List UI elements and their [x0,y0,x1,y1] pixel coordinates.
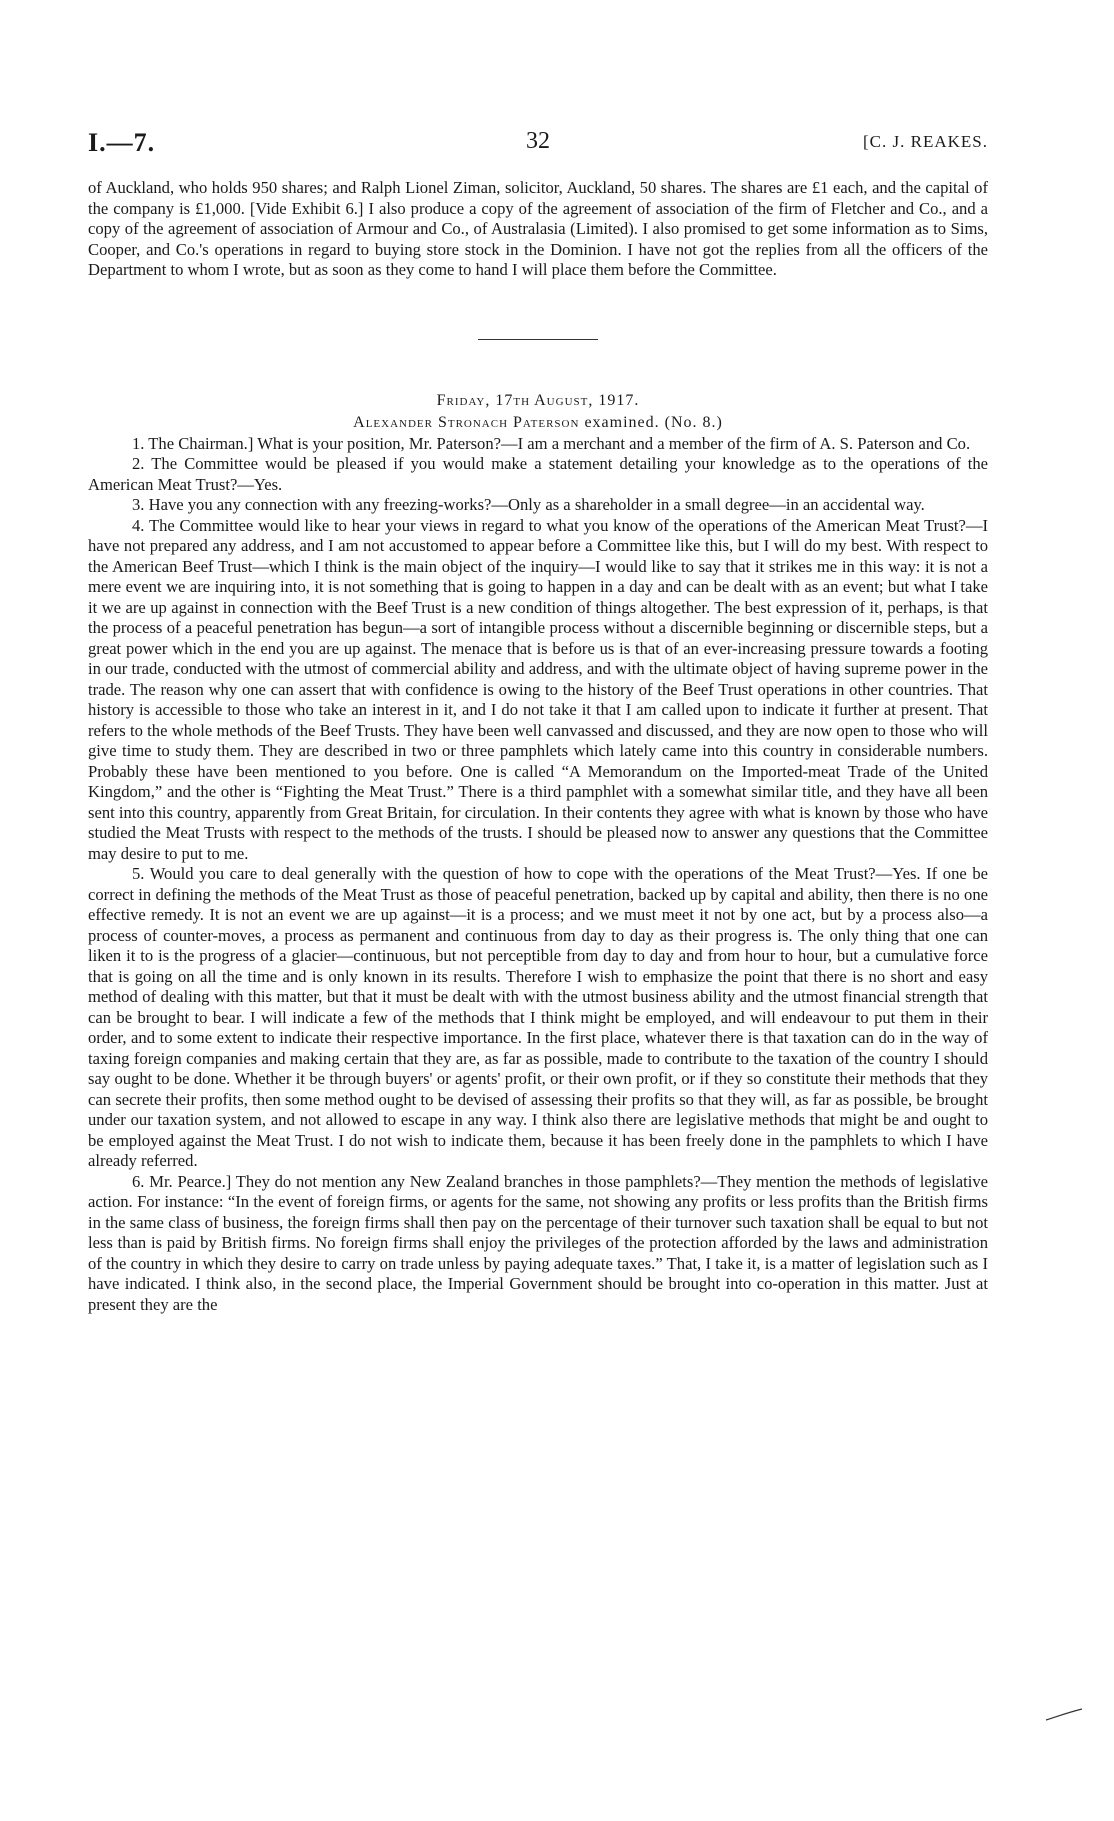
document-page [88,128,988,1315]
question-3: 3. Have you any connection with any freezing-works?—Only as a shareholder in a small degree—in an accidental way. [132,495,925,514]
witness-name: Alexander Stronach Paterson [353,413,580,431]
page-header [88,128,988,164]
question-5: 5. Would you care to deal generally with the question of how to cope with the operations of the Meat Trust?—Yes. If one be correct in defining the methods of the Meat Trust as those of peaceful penetration, backed up by capital and ability, then there is no one effective remedy. It is not an event we are up against—it is a process; and we must meet it not by one act, but by a process also—a process of counter-moves, a process as permanent and continuous from day to day as their progress is. The only thing that one can liken it to is the progress of a glacier—continuous, but not perceptible from day to day and from hour to hour, but a cumulative force that is going on all the time and is only known in its results. Therefore I wish to emphasize the point that there is no short and easy method of dealing with this matter, but that it must be dealt with with the utmost business ability and the utmost financial strength that can be brought to bear. I will indicate a few of the methods that I think might be employed, and will endeavour to put them in their order, and to some extent to indicate their respective importance. In the first place, whatever there is that taxation can do in the way of taxing foreign companies and making certain that they are, as far as possible, made to contribute to the taxation of the country I should say ought to be done. Whether it be through buyers' or agents' profit, or their own profit, or if they so constitute their methods that they can secrete their profits, then some method ought to be devised of assessing their profits so that they will, as far as possible, be brought under our taxation system, and not allowed to escape in any way. I think also there are legislative methods that might be and ought to be employed against the Meat Trust. I do not wish to indicate them, because it has been freely done in the pamphlets to which I have already referred. [88,864,988,1170]
question-1: 1. The Chairman.] What is your position, Mr. Paterson?—I am a merchant and a member of the firm of A. S. Paterson and Co. [132,433,971,453]
witness-heading [88,412,988,434]
question-4: 4. The Committee would like to hear your views in regard to what you know of the operations of the American Meat Trust?—I have not prepared any address, and I am not accustomed to appear before a Committee like this, but I will do my best. With respect to the American Beef Trust—which I think is the main object of the inquiry—I would like to say that it strikes me in this way: it is not a mere event we are inquiring into, it is not something that is going to happen in a day and can be dealt with as an event; but what I take it we are up against in connection with the Beef Trust is a new condition of things altogether. The best expression of it, perhaps, is that the process of a peaceful penetration has begun—a sort of intangible process without a discernible beginning or discernible steps, but a great power which in the end you are up against. The menace that is before us is that of an ever-increasing pressure towards a footing in our trade, conducted with the utmost of commercial ability and address, and with the ultimate object of having supreme power in the trade. The reason why one can assert that with confidence is owing to the history of the Beef Trust operations in other countries. That history is accessible to those who take an interest in it, and I do not take it that I am called upon to indicate it further at present. That refers to the whole methods of the Beef Trusts. They have been well canvassed and discussed, and they are now open to those who will give time to study them. They are described in two or three pamphlets which lately came into this country in considerable numbers. Probably these have been mentioned to you before. One is called “A Memorandum on the Imported-meat Trade of the United Kingdom,” and the other is “Fighting the Meat Trust.” There is a third pamphlet with a somewhat similar title, and they have all been sent into this country, apparently from Great Britain, for circulation. In their contents they agree with what is known by those who have studied the Meat Trusts with respect to the methods of the trusts. I should be pleased now to answer any questions that the Committee may desire to put to me. [88,515,988,863]
continued-paragraph: of Auckland, who holds 950 shares; and Ralph Lionel Ziman, solicitor, Auckland, 50 shares. The shares are £1 each, and the capital of the company is £1,000. [Vide Exhibit 6.] I also produce a copy of the agreement of association of the firm of Fletcher and Co., and a copy of the agreement of association of Armour and Co., of Australasia (Limited). I also promised to get some information as to Sims, Cooper, and Co.'s operations in regard to buying store stock in the Dominion. I have not got the replies from all the officers of the Department to whom I wrote, but as soon as they come to hand I will place them before the Committee. [88,178,988,279]
section-divider [478,339,598,340]
witness-running-head: [C. J. REAKES. [863,132,988,151]
pen-mark-icon [1044,1707,1084,1723]
session-date: Friday, 17th August, 1917. [436,391,640,409]
parliamentary-paper-code: I.—7. [88,128,156,157]
question-2: 2. The Committee would be pleased if you would make a statement detailing your knowledge as to the operations of the American Meat Trust?—Yes. [88,454,988,494]
question-6: 6. Mr. Pearce.] They do not mention any New Zealand branches in those pamphlets?—They mention the methods of legislative action. For instance: “In the event of foreign firms, or agents for the same, not showing any profits or less profits than the British firms in the same class of business, the foreign firms shall then pay on the percentage of their turnover such taxation shall be equal to but not less than is paid by British firms. No foreign firms shall enjoy the privileges of the protection afforded by the laws and administration of the country in which they desire to carry on trade unless by paying adequate taxes.” That, I take it, is a matter of legislation such as I have indicated. I think also, in the second place, the Imperial Government should be brought into co-operation in this matter. Just at present they are the [88,1171,988,1314]
page-number: 32 [526,128,550,154]
witness-examination-note: examined. (No. 8.) [584,413,723,431]
